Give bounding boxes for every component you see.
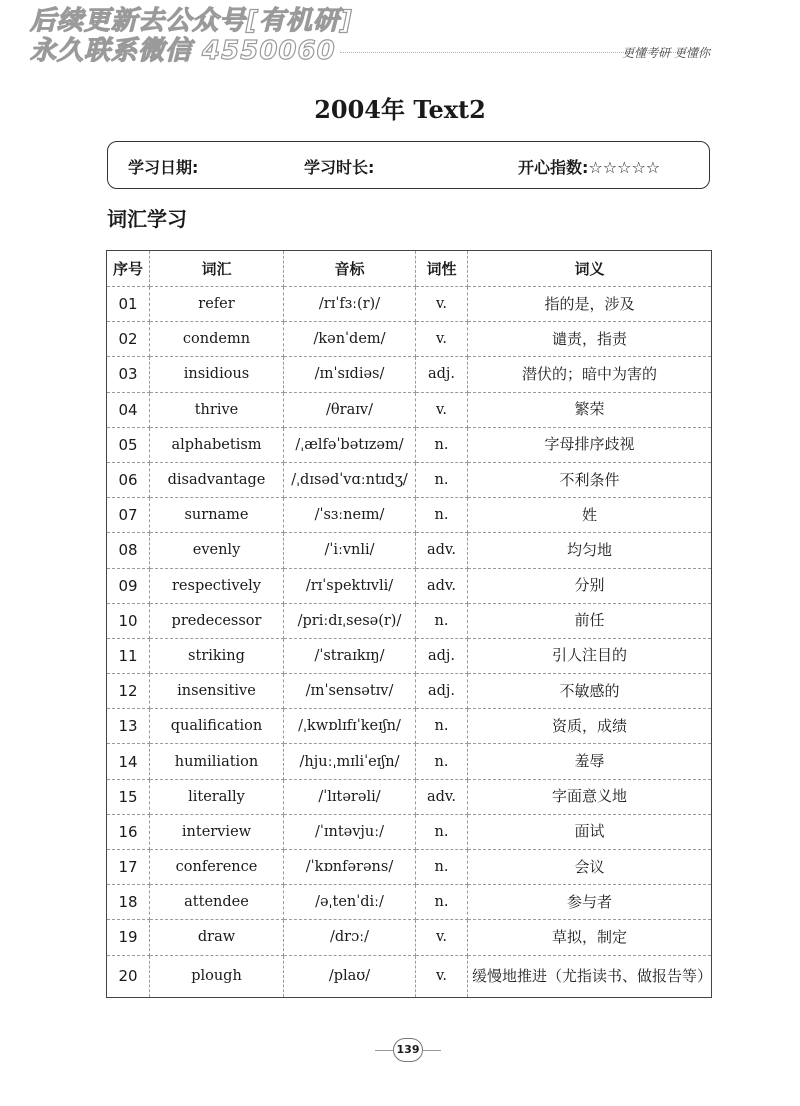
cell-phonetic: /rɪˈspektɪvli/ <box>284 568 416 603</box>
cell-word: insensitive <box>150 674 284 709</box>
cell-number: 20 <box>107 955 150 997</box>
cell-meaning: 谴责，指责 <box>468 322 712 357</box>
watermark <box>30 6 353 66</box>
table-row <box>107 322 712 357</box>
cell-pos: v. <box>416 392 468 427</box>
cell-phonetic: /drɔː/ <box>284 920 416 955</box>
cell-meaning: 字母排序歧视 <box>468 427 712 462</box>
cell-phonetic: /plaʊ/ <box>284 955 416 997</box>
table-row <box>107 568 712 603</box>
cell-pos: n. <box>416 850 468 885</box>
happy-index-label: 开心指数: <box>518 158 589 177</box>
cell-phonetic: /ˌælfəˈbətɪzəm/ <box>284 427 416 462</box>
cell-phonetic: /ˈlɪtərəli/ <box>284 779 416 814</box>
cell-word: qualification <box>150 709 284 744</box>
vocabulary-table <box>106 250 712 998</box>
header-pos: 词性 <box>416 251 468 287</box>
table-body <box>107 287 712 998</box>
happy-index <box>518 155 660 178</box>
table-row <box>107 674 712 709</box>
cell-phonetic: /hjuːˌmɪliˈeɪʃn/ <box>284 744 416 779</box>
study-duration-label: 学习时长: <box>304 158 375 177</box>
cell-pos: n. <box>416 498 468 533</box>
cell-meaning: 引人注目的 <box>468 638 712 673</box>
cell-meaning: 不敏感的 <box>468 674 712 709</box>
cell-pos: n. <box>416 744 468 779</box>
study-date-label: 学习日期: <box>128 158 199 177</box>
cell-phonetic: /ˈstraɪkɪŋ/ <box>284 638 416 673</box>
header-meaning: 词义 <box>468 251 712 287</box>
table-row <box>107 638 712 673</box>
cell-number: 04 <box>107 392 150 427</box>
cell-pos: n. <box>416 814 468 849</box>
table-row <box>107 392 712 427</box>
table-row <box>107 427 712 462</box>
cell-number: 01 <box>107 287 150 322</box>
cell-phonetic: /ˌdɪsədˈvɑːntɪdʒ/ <box>284 462 416 497</box>
cell-phonetic: /priːdɪˌsesə(r)/ <box>284 603 416 638</box>
cell-meaning: 分别 <box>468 568 712 603</box>
cell-pos: n. <box>416 885 468 920</box>
cell-pos: adv. <box>416 533 468 568</box>
page-number: 139 <box>393 1038 423 1062</box>
cell-number: 05 <box>107 427 150 462</box>
cell-meaning: 指的是，涉及 <box>468 287 712 322</box>
table-row <box>107 462 712 497</box>
cell-number: 15 <box>107 779 150 814</box>
cell-meaning: 会议 <box>468 850 712 885</box>
cell-meaning: 均匀地 <box>468 533 712 568</box>
cell-word: surname <box>150 498 284 533</box>
cell-meaning: 潜伏的；暗中为害的 <box>468 357 712 392</box>
cell-meaning: 繁荣 <box>468 392 712 427</box>
cell-word: evenly <box>150 533 284 568</box>
cell-phonetic: /ɪnˈsensətɪv/ <box>284 674 416 709</box>
cell-meaning: 前任 <box>468 603 712 638</box>
cell-pos: adj. <box>416 638 468 673</box>
header-number: 序号 <box>107 251 150 287</box>
cell-number: 16 <box>107 814 150 849</box>
cell-phonetic: /kənˈdem/ <box>284 322 416 357</box>
cell-meaning: 资质，成绩 <box>468 709 712 744</box>
cell-meaning: 字面意义地 <box>468 779 712 814</box>
table-row <box>107 357 712 392</box>
table-row <box>107 850 712 885</box>
cell-number: 08 <box>107 533 150 568</box>
cell-pos: adj. <box>416 357 468 392</box>
cell-number: 07 <box>107 498 150 533</box>
cell-word: predecessor <box>150 603 284 638</box>
cell-meaning: 缓慢地推进（尤指读书、做报告等） <box>468 955 712 997</box>
cell-pos: adv. <box>416 779 468 814</box>
cell-word: thrive <box>150 392 284 427</box>
cell-pos: v. <box>416 287 468 322</box>
cell-word: conference <box>150 850 284 885</box>
cell-number: 11 <box>107 638 150 673</box>
cell-number: 14 <box>107 744 150 779</box>
cell-meaning: 羞辱 <box>468 744 712 779</box>
cell-number: 19 <box>107 920 150 955</box>
table-row <box>107 287 712 322</box>
cell-pos: adv. <box>416 568 468 603</box>
table-row <box>107 533 712 568</box>
table-row <box>107 709 712 744</box>
cell-pos: n. <box>416 709 468 744</box>
cell-phonetic: /ˈsɜːneɪm/ <box>284 498 416 533</box>
cell-word: attendee <box>150 885 284 920</box>
cell-pos: v. <box>416 322 468 357</box>
table-row <box>107 603 712 638</box>
cell-word: respectively <box>150 568 284 603</box>
cell-word: interview <box>150 814 284 849</box>
cell-meaning: 面试 <box>468 814 712 849</box>
header-slogan: 更懂考研 更懂你 <box>622 46 710 60</box>
cell-word: humiliation <box>150 744 284 779</box>
cell-number: 17 <box>107 850 150 885</box>
cell-phonetic: /ˈkɒnfərəns/ <box>284 850 416 885</box>
cell-phonetic: /ˌkwɒlɪfɪˈkeɪʃn/ <box>284 709 416 744</box>
cell-meaning: 草拟，制定 <box>468 920 712 955</box>
cell-word: refer <box>150 287 284 322</box>
cell-word: literally <box>150 779 284 814</box>
star-rating-icon: ☆☆☆☆☆ <box>588 158 661 177</box>
cell-phonetic: /ˈiːvnli/ <box>284 533 416 568</box>
page-title: 2004年 Text2 <box>314 95 486 124</box>
cell-pos: adj. <box>416 674 468 709</box>
table-row <box>107 955 712 997</box>
cell-number: 06 <box>107 462 150 497</box>
table-row <box>107 885 712 920</box>
table-row <box>107 498 712 533</box>
watermark-line-2: 永久联系微信 4550060 <box>30 36 336 66</box>
cell-number: 10 <box>107 603 150 638</box>
cell-number: 02 <box>107 322 150 357</box>
table-row <box>107 920 712 955</box>
cell-word: condemn <box>150 322 284 357</box>
cell-number: 13 <box>107 709 150 744</box>
cell-meaning: 不利条件 <box>468 462 712 497</box>
cell-word: striking <box>150 638 284 673</box>
cell-word: insidious <box>150 357 284 392</box>
table-header-row <box>107 251 712 287</box>
cell-number: 03 <box>107 357 150 392</box>
cell-meaning: 姓 <box>468 498 712 533</box>
header-phonetic: 音标 <box>284 251 416 287</box>
section-title: 词汇学习 <box>107 207 187 231</box>
watermark-line-1: 后续更新去公众号[有机研] <box>30 6 353 36</box>
cell-phonetic: /θraɪv/ <box>284 392 416 427</box>
cell-pos: v. <box>416 920 468 955</box>
cell-phonetic: /əˌtenˈdiː/ <box>284 885 416 920</box>
cell-number: 09 <box>107 568 150 603</box>
table-row <box>107 779 712 814</box>
cell-word: alphabetism <box>150 427 284 462</box>
cell-word: disadvantage <box>150 462 284 497</box>
table-row <box>107 744 712 779</box>
cell-phonetic: /ˈɪntəvjuː/ <box>284 814 416 849</box>
cell-word: plough <box>150 955 284 997</box>
cell-pos: n. <box>416 462 468 497</box>
study-info-box <box>107 141 710 189</box>
cell-phonetic: /ɪnˈsɪdiəs/ <box>284 357 416 392</box>
cell-pos: v. <box>416 955 468 997</box>
header-word: 词汇 <box>150 251 284 287</box>
cell-number: 18 <box>107 885 150 920</box>
cell-phonetic: /rɪˈfɜː(r)/ <box>284 287 416 322</box>
table-row <box>107 814 712 849</box>
cell-pos: n. <box>416 603 468 638</box>
cell-word: draw <box>150 920 284 955</box>
cell-meaning: 参与者 <box>468 885 712 920</box>
cell-pos: n. <box>416 427 468 462</box>
cell-number: 12 <box>107 674 150 709</box>
